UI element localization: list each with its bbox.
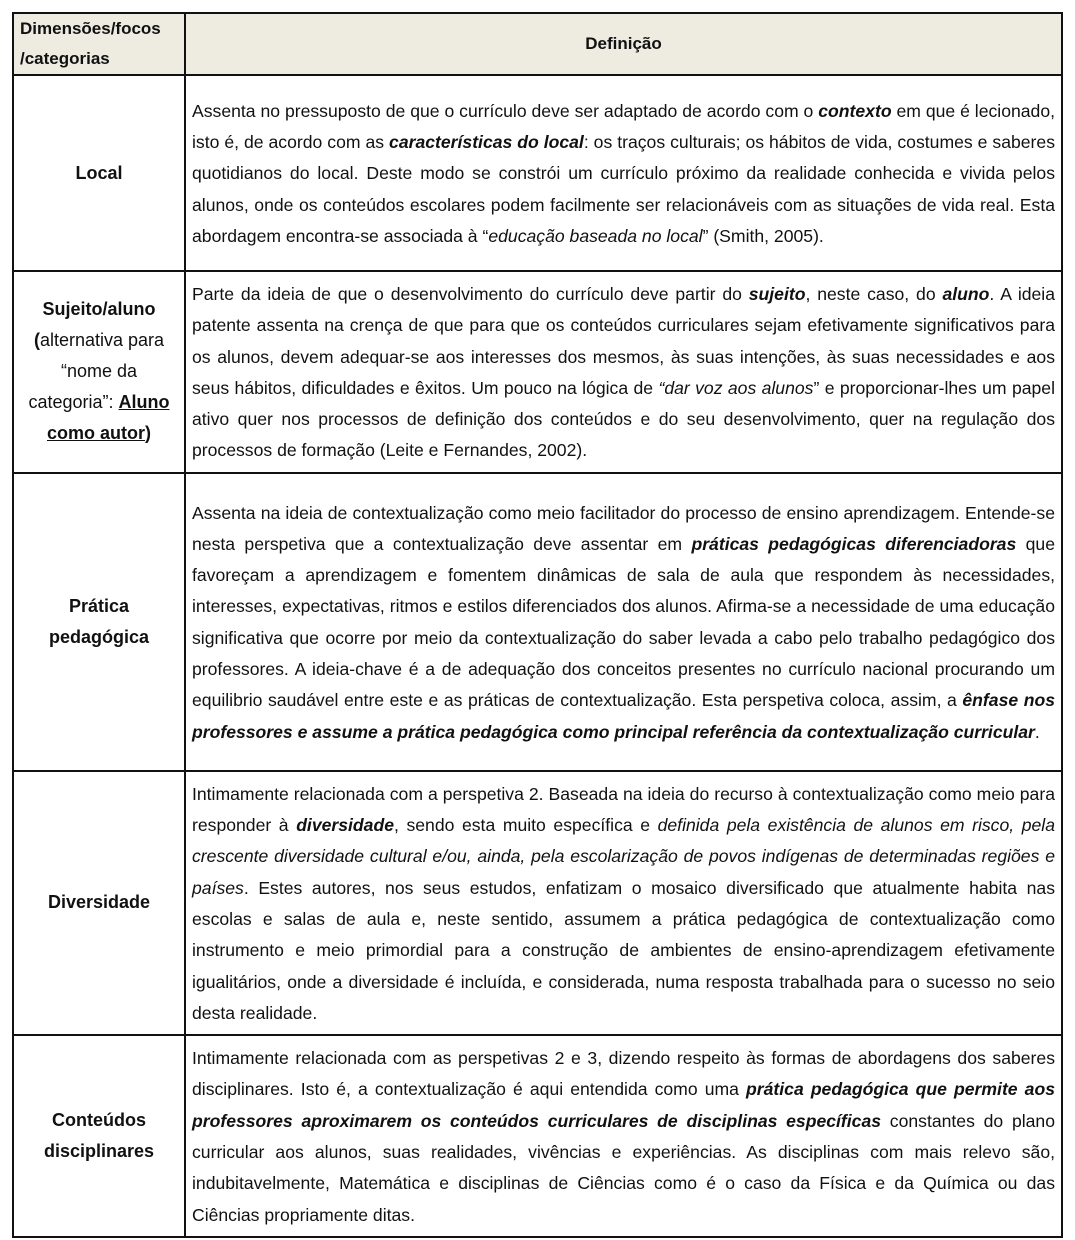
definition-text: em que é lecionado, isto é, de acordo com as: [192, 100, 1056, 153]
definition-text: , neste caso, do: [805, 284, 943, 304]
table-row-conteudos-disciplinares: [13, 1035, 1062, 1237]
emphasis-text: características do local: [389, 132, 584, 153]
definition-text: Assenta no pressuposto de que o currículo deve ser adaptado de acordo com o: [192, 100, 819, 121]
definition-text: ” e proporcionar-lhes um papel ativo quer nos processos de definição dos conteúdos e do seu desenvolvimento, quer na regulação dos processos de formação (Leite e Fernandes, 2002).: [192, 377, 1055, 461]
header-dimensions-cell: [13, 13, 185, 75]
header-dimensions-line2: /categorias: [20, 49, 110, 68]
definition-text: . Estes autores, nos seus estudos, enfatizam o mosaico diversificado que atualmente habita nas escolas e salas de aula e, neste sentido, assumem a prática pedagógica de contextualização como instrumento e meio primordial para a construção de ambientes de ensino-aprendizagem efetivamente igualitários, onde a diversidade é incluída, e considerada, numa resposta trabalhada para o sucesso no seio desta realidade.: [192, 877, 1055, 1023]
header-definition-label: Definição: [585, 34, 662, 53]
category-cell-pratica-pedagogica: [13, 473, 185, 771]
emphasis-text: sujeito: [748, 284, 806, 304]
emphasis-text: ênfase nos professores e assume a prática pedagógica como principal referência da contextualização curricular: [192, 690, 1055, 742]
definition-text: : os traços culturais; os hábitos de vida, costumes e saberes quotidianos do local. Deste modo se constrói um currículo próximo da realidade conhecida e vivida pelos alunos, onde os conteúdos escolares podem facilmente ser relacionáveis com as situações de vida real. Esta abordagem encontra-se associada à “: [192, 132, 1055, 246]
category-note: alternativa para “nome da categoria”:: [28, 330, 165, 413]
table-row-local: [13, 75, 1062, 271]
definition-text: constantes do plano curricular aos alunos, suas realidades, vivências e experiências. As disciplinas com mais relevo são, indubitavelmente, Matemática e disciplinas de Ciências como é o caso da Física e da Química ou das Ciências propriamente ditas.: [192, 1110, 1055, 1225]
definition-text: Intimamente relacionada com a perspetiva 2. Baseada na ideia do recurso à contextualização como meio para responder à: [192, 783, 1055, 836]
definition-cell-local: [185, 75, 1062, 271]
header-row: [13, 13, 1062, 75]
italic-text: definida pela existência de alunos em risco, pela crescente diversidade cultural e/ou, ainda, pela escolarização de povos indígenas de determinadas regiões e países: [192, 815, 1055, 898]
category-cell-diversidade: [13, 771, 185, 1035]
category-name: Local: [75, 162, 123, 183]
definition-text: Intimamente relacionada com as perspetivas 2 e 3, dizendo respeito às formas de abordagens dos saberes disciplinares. Isto é, a contextualização é aqui entendida como uma: [192, 1048, 1055, 1100]
definition-text: ” (Smith, 2005).: [702, 225, 824, 246]
definitions-table: [12, 12, 1063, 1238]
definition-cell-conteudos-disciplinares: [185, 1035, 1062, 1237]
category-name: Diversidade: [47, 892, 151, 913]
category-name: Sujeito/aluno: [42, 299, 156, 320]
definition-text: Parte da ideia de que o desenvolvimento do currículo deve partir do: [192, 284, 749, 304]
emphasis-text: prática pedagógica que permite aos professores aproximarem os conteúdos curriculares de disciplinas específicas: [192, 1079, 1055, 1131]
table-row-sujeito-aluno: [13, 271, 1062, 473]
category-name: Prática pedagógica: [48, 595, 150, 647]
category-name: Conteúdos disciplinares: [43, 1110, 155, 1162]
emphasis-text: aluno: [942, 284, 990, 304]
table-row-diversidade: [13, 771, 1062, 1035]
table-row-pratica-pedagogica: [13, 473, 1062, 771]
category-cell-conteudos-disciplinares: [13, 1035, 185, 1237]
emphasis-text: diversidade: [296, 815, 394, 836]
category-alt-name: Aluno como autor: [46, 392, 170, 444]
category-paren-open: (: [33, 330, 40, 351]
definition-text: Assenta na ideia de contextualização como meio facilitador do processo de ensino aprendizagem. Entende-se nesta perspetiva que a contextualização deve assentar em: [192, 502, 1055, 554]
definition-cell-sujeito-aluno: [185, 271, 1062, 473]
table-header: [13, 13, 1062, 75]
italic-text: educação baseada no local: [488, 225, 703, 246]
emphasis-text: contexto: [818, 100, 892, 121]
emphasis-text: práticas pedagógicas diferenciadoras: [691, 533, 1017, 554]
italic-text: “dar voz aos alunos: [658, 377, 814, 398]
definition-cell-pratica-pedagogica: [185, 473, 1062, 771]
definition-text: . A ideia patente assenta na crença de que para que os conteúdos curriculares sejam efetivamente significativos para os alunos, devem adequar-se aos interesses dos mesmos, às suas intenções, às suas necessidades e aos seus hábitos, dificuldades e êxitos. Um pouco na lógica de: [192, 284, 1055, 398]
header-dimensions-line1: Dimensões/focos: [20, 19, 161, 38]
definition-text: .: [1034, 721, 1040, 742]
category-paren-close: ): [145, 423, 151, 444]
category-cell-local: [13, 75, 185, 271]
header-definition-cell: [185, 13, 1062, 75]
definition-cell-diversidade: [185, 771, 1062, 1035]
definition-text: , sendo esta muito específica e: [393, 815, 658, 836]
definition-text: que favoreçam a aprendizagem e fomentem dinâmicas de sala de aula que respondem às necessidades, interesses, expectativas, ritmos e estilos diferenciados dos alunos. Afirma-se a necessidade de uma educação significativa que ocorre por meio da contextualização do saber levada a cabo pelo trabalho pedagógico dos professores. A ideia-chave é a de adequação dos conceitos presentes no currículo nacional procurando um equilibrio saudável entre este e as práticas de contextualização. Esta perspetiva coloca, assim, a: [192, 533, 1055, 711]
category-cell-sujeito-aluno: [13, 271, 185, 473]
